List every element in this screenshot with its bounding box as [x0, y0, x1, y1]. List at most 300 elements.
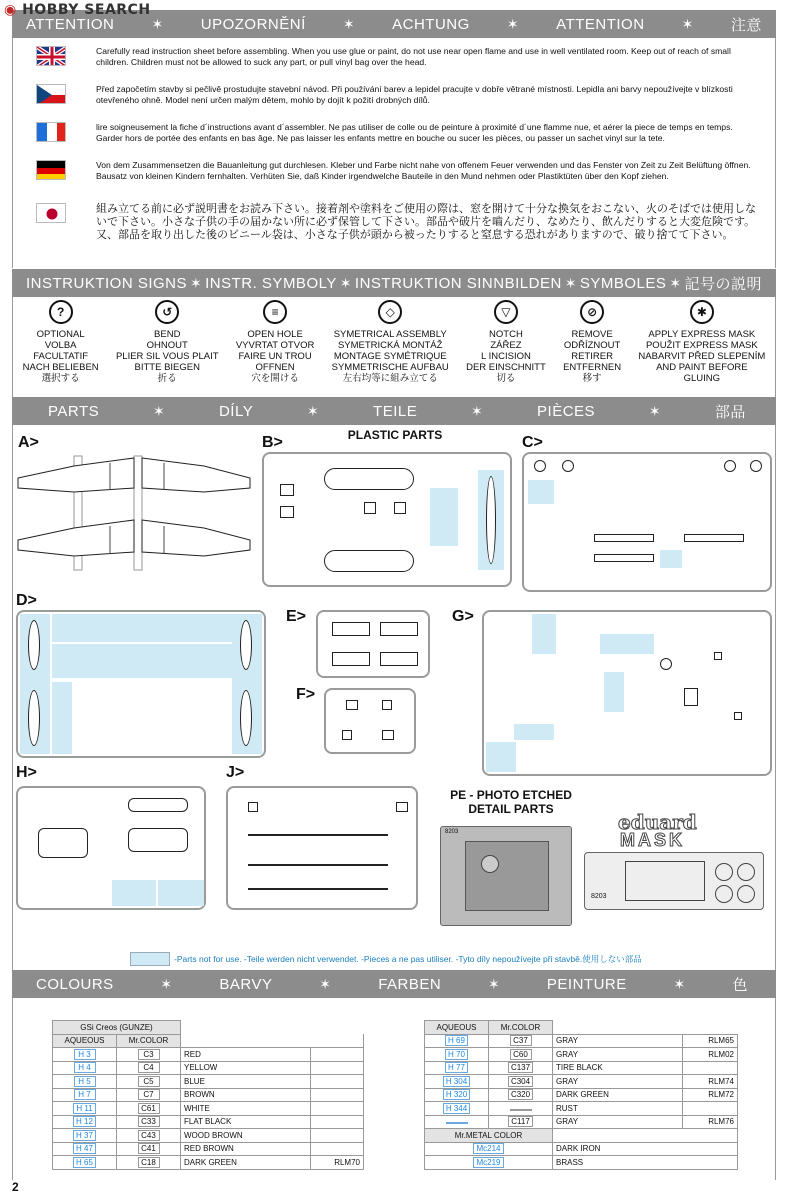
- plastic-part: [332, 652, 370, 666]
- color-code-box: C320: [508, 1089, 533, 1100]
- mr-color-code-cell: [117, 1088, 181, 1102]
- sign-line: OPTIONAL: [36, 329, 85, 340]
- plastic-part: [280, 506, 294, 518]
- sprue-b-label: B>: [262, 434, 283, 451]
- sign-line: 切る: [496, 373, 516, 384]
- japan-flag-icon: [36, 203, 66, 223]
- table-row: [53, 1061, 364, 1075]
- rlm-code-cell: [311, 1129, 364, 1143]
- metal-code-cell: [425, 1156, 553, 1170]
- table-row: [53, 1021, 364, 1035]
- color-name-cell: DARK GREEN: [553, 1088, 683, 1102]
- table-row: [425, 1061, 738, 1075]
- sprue-h-label: H>: [16, 764, 37, 781]
- star-icon: ✶: [471, 402, 484, 419]
- sprue-a-label: A>: [18, 434, 39, 451]
- mask-wheel-shape: [737, 885, 755, 903]
- table-row: [425, 1142, 738, 1156]
- color-code-box: Mc214: [473, 1143, 503, 1154]
- sprue-g: [482, 610, 772, 776]
- plastic-part: [342, 730, 352, 740]
- color-code-box: H 12: [73, 1116, 96, 1127]
- unused-part-highlight: [528, 480, 554, 504]
- page-number: 2: [12, 1180, 19, 1194]
- unused-part-highlight: [52, 614, 232, 642]
- aqueous-code-cell: [53, 1102, 117, 1116]
- metal-code-cell: [425, 1142, 553, 1156]
- color-code-box: H 304: [443, 1076, 470, 1087]
- signs-cz-heading: INSTR. SYMBOLY: [205, 274, 337, 292]
- bend-icon: ↺: [155, 300, 179, 324]
- sign-line: ZÁŘEZ: [490, 340, 522, 351]
- watermark-logo: [4, 2, 151, 18]
- rlm-code-cell: [311, 1088, 364, 1102]
- color-code-box: C117: [508, 1116, 533, 1127]
- color-code-box: C61: [138, 1103, 160, 1114]
- mr-color-code-cell: [489, 1061, 553, 1075]
- plastic-part: [380, 652, 418, 666]
- table-row: [53, 1034, 364, 1048]
- blank-cell: [683, 1021, 738, 1035]
- mr-color-code-cell: [489, 1048, 553, 1062]
- star-icon: ✶: [564, 274, 577, 291]
- sprue-h: [16, 786, 206, 910]
- sign-line: MONTAGE SYMÉTRIQUE: [333, 351, 447, 362]
- parts-cz-heading: DÍLY: [218, 402, 254, 420]
- sign-line: BEND: [154, 329, 181, 340]
- unused-part-highlight: [158, 880, 204, 906]
- column-header-mr-color: Mr.COLOR: [489, 1021, 553, 1035]
- color-name-cell: BROWN: [181, 1088, 311, 1102]
- sign-line: SYMETRICAL ASSEMBLY: [333, 329, 447, 340]
- sprue-j: [226, 786, 418, 910]
- table-row: [425, 1075, 738, 1089]
- table-row: [53, 1156, 364, 1170]
- table-row: [425, 1102, 738, 1116]
- unused-part-highlight: [514, 724, 554, 740]
- sprue-a: [14, 448, 254, 578]
- rlm-code-cell: RLM02: [683, 1048, 738, 1062]
- rlm-code-cell: RLM74: [683, 1075, 738, 1089]
- mr-color-code-cell: [117, 1156, 181, 1170]
- attention-en-heading: ATTENTION: [26, 15, 115, 33]
- color-name-cell: GRAY: [553, 1048, 683, 1062]
- unused-part-highlight: [52, 644, 232, 678]
- sign-open-hole: [236, 300, 314, 384]
- plastic-parts-heading: PLASTIC PARTS: [347, 428, 443, 442]
- color-name-cell: TIRE BLACK: [553, 1061, 683, 1075]
- color-code-box: [446, 1122, 468, 1124]
- colours-en-heading: COLOURS: [36, 975, 114, 993]
- french-flag-icon: [36, 122, 66, 142]
- color-name-cell: RED BROWN: [181, 1142, 311, 1156]
- color-code-box: H 77: [445, 1062, 468, 1073]
- pe-heading-line-1: PE - PHOTO ETCHED: [450, 788, 572, 802]
- plastic-part: [364, 502, 376, 514]
- table-row: [425, 1021, 738, 1035]
- sign-line: GLUING: [683, 373, 721, 384]
- table-row: [53, 1142, 364, 1156]
- rlm-code-cell: [311, 1102, 364, 1116]
- notch-icon: ▽: [494, 300, 518, 324]
- signs-jp-heading: 記号の説明: [684, 275, 762, 293]
- blank-cell: [311, 1021, 364, 1035]
- star-icon: ✶: [669, 274, 682, 291]
- mr-color-code-cell: [489, 1102, 553, 1116]
- plastic-part: [248, 834, 388, 836]
- colours-jp-heading: 色: [732, 976, 748, 994]
- mask-sheet: [584, 852, 764, 910]
- unused-part-highlight: [486, 742, 516, 772]
- plastic-part: [714, 652, 722, 660]
- attention-jp-heading: 注意: [730, 16, 762, 34]
- aqueous-code-cell: [425, 1075, 489, 1089]
- attention-de-heading: ACHTUNG: [392, 15, 470, 33]
- table-row: [53, 1115, 364, 1129]
- plastic-part: [684, 534, 744, 542]
- mask-logo: MASK: [620, 830, 685, 850]
- sign-line: NOTCH: [489, 329, 523, 340]
- color-code-box: C7: [138, 1089, 160, 1100]
- plastic-part: [486, 476, 496, 564]
- plastic-part: [396, 802, 408, 812]
- color-name-cell: RED: [181, 1048, 311, 1062]
- color-code-box: H 7: [74, 1089, 96, 1100]
- plastic-part: [382, 700, 392, 710]
- mask-wheel-shape: [715, 885, 733, 903]
- color-code-box: H 4: [74, 1062, 96, 1073]
- mask-icon: ✱: [690, 300, 714, 324]
- color-name-cell: BLUE: [181, 1075, 311, 1089]
- color-code-box: C37: [510, 1035, 532, 1046]
- star-icon: ✶: [487, 975, 501, 992]
- attention-text-fr: lire soigneusement la fiche d´instructions avant d´assembler. Ne pas utiliser de colle ou de peinture à proximité d´une flamme nue, et aérer la piece de temps en temps. Garder hors de portée des enfants en bas âge. Ne pas laisser les enfants mettre en bouche ou sucer les pièces, ou passer un sachet vinyl sur la tete.: [96, 122, 733, 143]
- star-icon: ✶: [506, 15, 520, 32]
- german-flag-icon: [36, 160, 66, 180]
- table-row: [53, 1048, 364, 1062]
- sign-line: BITTE BIEGEN: [134, 362, 200, 373]
- sign-line: FACULTATIF: [33, 351, 89, 362]
- color-code-box: H 65: [73, 1157, 96, 1168]
- color-code-box: C4: [138, 1062, 160, 1073]
- rlm-code-cell: [683, 1102, 738, 1116]
- mr-color-code-cell: [117, 1102, 181, 1116]
- table-row: [53, 1075, 364, 1089]
- star-icon: ✶: [648, 402, 662, 419]
- rlm-code-cell: RLM65: [683, 1034, 738, 1048]
- color-name-cell: DARK IRON: [553, 1142, 738, 1156]
- color-name-cell: WOOD BROWN: [181, 1129, 311, 1143]
- watermark-text: HOBBY SEARCH: [22, 2, 151, 18]
- color-name-cell: GRAY: [553, 1034, 683, 1048]
- column-header-aqueous: AQUEOUS: [53, 1034, 117, 1048]
- sign-line: 穴を開ける: [251, 373, 299, 384]
- drill-icon: ≡: [263, 300, 287, 324]
- sign-symmetrical: [332, 300, 449, 384]
- bomb-part: [28, 620, 40, 670]
- czech-flag-icon: [36, 84, 66, 104]
- mr-color-code-cell: [117, 1061, 181, 1075]
- color-code-box: Mc219: [473, 1157, 503, 1168]
- table-row: [53, 1102, 364, 1116]
- symmetry-icon: ◇: [378, 300, 402, 324]
- color-code-box: C304: [508, 1076, 533, 1087]
- color-code-box: H 5: [74, 1076, 96, 1087]
- plastic-part: [594, 534, 654, 542]
- attention-row-cz: [36, 84, 756, 106]
- mr-color-code-cell: [489, 1088, 553, 1102]
- mask-wheel-shape: [715, 863, 733, 881]
- sign-optional: [23, 300, 99, 384]
- star-icon: ✶: [151, 15, 164, 32]
- unused-part-highlight: [660, 550, 682, 568]
- star-icon: ✶: [189, 274, 203, 291]
- mr-color-code-cell: [117, 1075, 181, 1089]
- color-code-box: H 69: [445, 1035, 468, 1046]
- pe-instrument-panel: [465, 841, 549, 911]
- table-row: [425, 1156, 738, 1170]
- rlm-code-cell: [311, 1115, 364, 1129]
- unused-part-highlight: [52, 682, 72, 754]
- color-code-box: C60: [510, 1049, 532, 1060]
- sprue-c-label: C>: [522, 434, 543, 451]
- sign-line: VYVRTAT OTVOR: [235, 340, 315, 351]
- sign-express-mask: [638, 300, 765, 384]
- unused-part-highlight: [600, 634, 654, 654]
- rlm-code-cell: [683, 1061, 738, 1075]
- color-name-cell: DARK GREEN: [181, 1156, 311, 1170]
- color-name-cell: GRAY: [553, 1115, 683, 1129]
- bomb-part: [28, 690, 40, 746]
- sprue-c: [522, 452, 772, 592]
- pe-heading: [436, 788, 586, 816]
- sign-line: RETIRER: [571, 351, 613, 362]
- star-icon: ✶: [319, 975, 332, 992]
- plastic-part: [128, 828, 188, 852]
- attention-fr-heading: ATTENTION: [556, 15, 645, 33]
- star-icon: ✶: [160, 975, 173, 992]
- not-for-use-text: -Parts not for use. -Teile werden nicht verwendet. -Pieces a ne pas utiliser. -Tyto díly nepoužívejte při stavbě.使用しない部品: [174, 954, 642, 964]
- mr-color-code-cell: [489, 1075, 553, 1089]
- sign-line: OFFNEN: [255, 362, 295, 373]
- rlm-code-cell: [311, 1048, 364, 1062]
- plastic-part: [346, 700, 358, 710]
- color-table-left: [52, 1020, 364, 1170]
- instruction-signs: [14, 300, 774, 384]
- sprue-d-label: D>: [16, 592, 37, 609]
- plastic-part: [324, 468, 414, 490]
- attention-text-en: Carefully read instruction sheet before assembling. When you use glue or paint, do not use near open flame and use in well ventilated room. Keep out of reach of small children. Children must not be allowed to suck any part, or pull vinyl bag over the head.: [96, 46, 731, 67]
- pe-fret: [440, 826, 572, 926]
- aqueous-code-cell: [425, 1102, 489, 1116]
- signs-de-heading: INSTRUKTION SINNBILDEN: [354, 274, 562, 292]
- sign-line: REMOVE: [571, 329, 613, 340]
- table-row: [425, 1088, 738, 1102]
- color-code-box: C41: [138, 1143, 160, 1154]
- unused-part-highlight: [112, 880, 156, 906]
- color-code-box: C3: [138, 1049, 160, 1060]
- sign-remove: [563, 300, 621, 384]
- remove-icon: ⊘: [580, 300, 604, 324]
- star-icon: ✶: [681, 15, 694, 32]
- sign-line: NACH BELIEBEN: [22, 362, 99, 373]
- attention-text-jp: 組み立てる前に必ず説明書をお読み下さい。接着剤や塗料をご使用の際は、窓を開けて十分な換気をおこない、火のそばでは使用しないで下さい。小さな子供の手の届かない所に必ず保管して下さい。部品や破片を嚙んだり、なめたり、飲んだりすると大変危険です。又、部品を取り出した後のビニール袋は、小さな子供が頭から被ったりすると窒息する恐れがありますので、破り捨てて下さい。: [96, 203, 756, 241]
- brand-header: GSi Creos (GUNZE): [53, 1021, 181, 1035]
- sign-line: 左右均等に組み立てる: [342, 373, 438, 384]
- unused-part-highlight: [430, 488, 458, 546]
- sign-line: OHNOUT: [146, 340, 188, 351]
- aqueous-code-cell: [425, 1034, 489, 1048]
- colours-cz-heading: BARVY: [219, 975, 273, 993]
- sprue-j-label: J>: [226, 764, 245, 781]
- unused-swatch: [130, 952, 170, 966]
- table-row: [425, 1115, 738, 1129]
- attention-text-de: Von dem Zusammensetzen die Bauanleitung gut durchlesen. Kleber und Farbe nicht nahe von offenem Feuer verwenden und das Fenster von Zeit zu Zeit Belüftung öffnen. Bausatz von kleinen Kindern fernhalten. Verhüten Sie, daß Kinder irgendwelche Bauteile in den Mund nehmen oder Plastiktüten über den Kopf ziehen.: [96, 160, 751, 181]
- parts-de-heading: TEILE: [373, 402, 418, 420]
- plastic-part: [394, 502, 406, 514]
- plastic-part: [248, 888, 388, 890]
- attention-text-cz: Před započetím stavby si pečlivě prostudujte stavební návod. Při používání barev a lepidel pracujte v dobře větrané místnosti. Lepidla ani barvy nepoužívejte v blízkosti otevřeného ohně. Model není určen malým dětem, mohlo by dojít k požití drobných dílů.: [96, 84, 733, 105]
- sign-notch: [466, 300, 546, 384]
- blank-cell: [553, 1021, 683, 1035]
- plastic-part: [382, 730, 394, 740]
- mr-color-code-cell: [489, 1115, 553, 1129]
- bomb-part: [240, 620, 252, 670]
- sprue-f-label: F>: [296, 686, 316, 703]
- sign-line: PLIER SIL VOUS PLAIT: [115, 351, 219, 362]
- aqueous-code-cell: [53, 1075, 117, 1089]
- logo-dot-icon: ◉: [4, 2, 17, 18]
- attention-cz-heading: UPOZORNĚNÍ: [200, 15, 306, 33]
- uk-flag-icon: [36, 46, 66, 66]
- wheel-part: [562, 460, 574, 472]
- signs-bar: [12, 269, 776, 297]
- mr-color-code-cell: [117, 1129, 181, 1143]
- rlm-code-cell: RLM70: [311, 1156, 364, 1170]
- color-code-box: H 70: [445, 1049, 468, 1060]
- color-code-box: C33: [138, 1116, 160, 1127]
- not-for-use-note: [130, 952, 642, 966]
- unused-part-highlight: [604, 672, 624, 712]
- color-name-cell: RUST: [553, 1102, 683, 1116]
- blank-cell: [553, 1129, 738, 1143]
- table-row: [53, 1088, 364, 1102]
- rlm-code-cell: [311, 1142, 364, 1156]
- plastic-part: [248, 802, 258, 812]
- table-row: [425, 1034, 738, 1048]
- wheel-part: [750, 460, 762, 472]
- star-icon: ✶: [673, 975, 686, 992]
- parts-en-heading: PARTS: [48, 402, 100, 420]
- attention-row-fr: [36, 122, 756, 144]
- sign-line: SYMETRICKÁ MONTÁŽ: [337, 340, 443, 351]
- aqueous-code-cell: [425, 1088, 489, 1102]
- color-code-box: C43: [138, 1130, 160, 1141]
- attention-row-en: [36, 46, 756, 68]
- color-table-right: [424, 1020, 738, 1170]
- plastic-part: [248, 864, 388, 866]
- aqueous-code-cell: [53, 1142, 117, 1156]
- mask-wheel-shape: [737, 863, 755, 881]
- color-code-box: H 11: [73, 1103, 95, 1114]
- aqueous-code-cell: [425, 1048, 489, 1062]
- color-code-box: H 320: [443, 1089, 470, 1100]
- sign-line: SYMMETRISCHE AUFBAU: [331, 362, 449, 373]
- sprue-b: [262, 452, 512, 587]
- plastic-part: [128, 798, 188, 812]
- metal-header: Mr.METAL COLOR: [425, 1129, 553, 1143]
- aqueous-code-cell: [53, 1115, 117, 1129]
- color-name-cell: YELLOW: [181, 1061, 311, 1075]
- blank-cell: [181, 1034, 364, 1048]
- sign-line: FAIRE UN TROU: [238, 351, 312, 362]
- sign-line: APPLY EXPRESS MASK: [648, 329, 756, 340]
- mr-color-code-cell: [489, 1034, 553, 1048]
- mr-color-code-cell: [117, 1048, 181, 1062]
- sprue-d: [16, 610, 266, 758]
- rlm-code-cell: [311, 1061, 364, 1075]
- aqueous-code-cell: [53, 1156, 117, 1170]
- aqueous-code-cell: [53, 1048, 117, 1062]
- plastic-part: [324, 550, 414, 572]
- color-code-box: H 37: [73, 1130, 96, 1141]
- rlm-code-cell: RLM76: [683, 1115, 738, 1129]
- star-icon: ✶: [152, 402, 166, 419]
- parts-bar: [12, 397, 776, 425]
- column-header-mr-color: Mr.COLOR: [117, 1034, 181, 1048]
- pe-code: 8203: [445, 829, 459, 835]
- sprue-g-label: G>: [452, 608, 474, 625]
- color-code-box: C18: [138, 1157, 160, 1168]
- pe-heading-line-2: DETAIL PARTS: [468, 802, 554, 816]
- color-name-cell: FLAT BLACK: [181, 1115, 311, 1129]
- plastic-part: [280, 484, 294, 496]
- wheel-part: [724, 460, 736, 472]
- plastic-part: [734, 712, 742, 720]
- sprue-f: [324, 688, 416, 754]
- sign-line: OPEN HOLE: [247, 329, 303, 340]
- plastic-part: [594, 554, 654, 562]
- color-code-box: [510, 1109, 532, 1111]
- sign-line: L INCISION: [481, 351, 531, 362]
- sign-line: 折る: [157, 373, 177, 384]
- table-row: [53, 1129, 364, 1143]
- plastic-part: [332, 622, 370, 636]
- sign-bend: [116, 300, 219, 384]
- color-code-box: C137: [508, 1062, 533, 1073]
- signs-fr-heading: SYMBOLES: [579, 274, 667, 292]
- sign-line: VOLBA: [44, 340, 77, 351]
- sprue-e-label: E>: [286, 608, 307, 625]
- rlm-code-cell: RLM72: [683, 1088, 738, 1102]
- sign-line: NABARVIT PŘED SLEPENÍM: [638, 351, 766, 362]
- sign-line: DER EINSCHNITT: [466, 362, 546, 373]
- colours-bar: [12, 970, 776, 998]
- aqueous-code-cell: [425, 1061, 489, 1075]
- star-icon: ✶: [307, 402, 320, 419]
- bomb-part: [240, 690, 252, 746]
- sign-line: POUŽIT EXPRESS MASK: [645, 340, 758, 351]
- plastic-part: [380, 622, 418, 636]
- signs-en-heading: INSTRUKTION SIGNS: [26, 274, 188, 292]
- star-icon: ✶: [342, 15, 356, 32]
- blank-cell: [181, 1021, 311, 1035]
- color-name-cell: WHITE: [181, 1102, 311, 1116]
- sign-line: ENTFERNEN: [563, 362, 622, 373]
- star-icon: ✶: [339, 274, 352, 291]
- plastic-part: [38, 828, 88, 858]
- mr-color-code-cell: [117, 1115, 181, 1129]
